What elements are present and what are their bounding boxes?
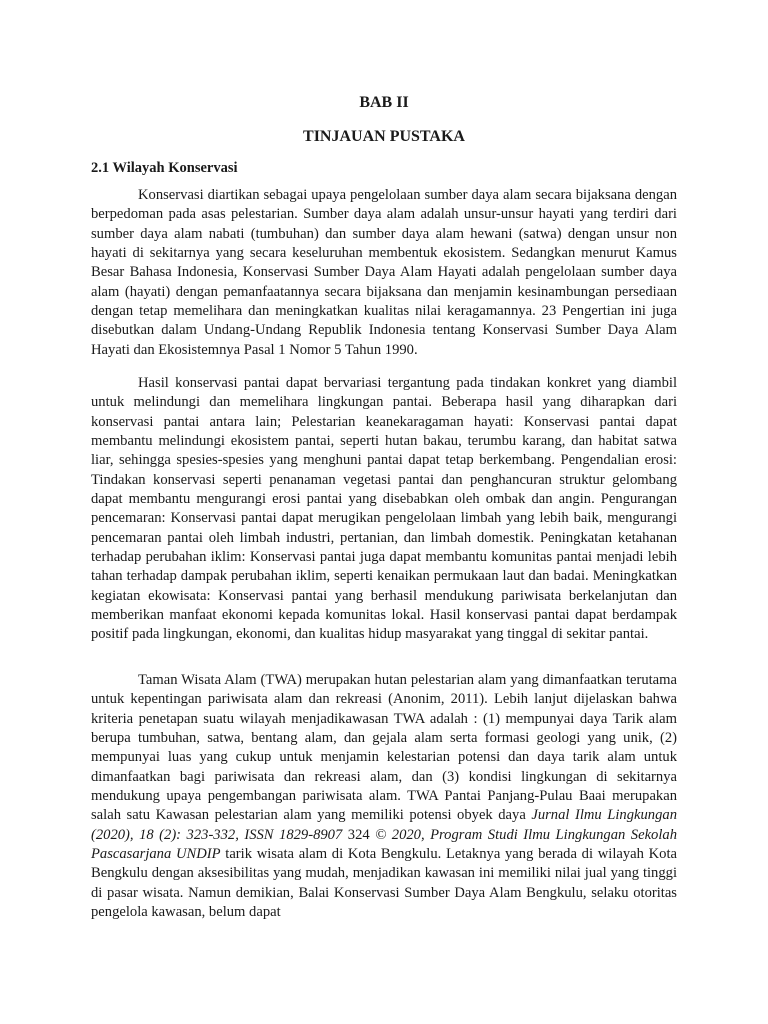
copyright-notice: © 2020, Program Studi Ilmu Lingkungan Sekolah Pascasarjana UNDIP [91,826,677,863]
chapter-number: BAB II [359,94,409,111]
journal-citation: Jurnal Ilmu Lingkungan (2020), 18 (2): 323-332, ISSN 1829-8907 [91,807,677,843]
paragraph-text: Taman Wisata Alam (TWA) merupakan hutan pelestarian alam yang dimanfaatkan terutama untuk kepentingan pariwisata alam dan rekreasi (Anonim, 2011). Lebih lanjut dijelaskan bahwa kriteria penetapan suatu wilayah menjadikawasan TWA adalah : (1) mempunyai daya Tarik alam berupa tumbuhan, satwa, bentang alam, dan gejala alam serta formasi geologi yang unik, (2) mempunyai luas yang cukup untuk menjamin kelestarian potensi dan daya tarik alam untuk dimanfaatkan bagi pariwisata dan rekreasi alam, dan (3) kondisi lingkungan di sekitarnya mendukung upaya pengembangan pariwisata alam. TWA Pantai Panjang-Pulau Baai merupakan salah satu Kawasan pelestarian alam yang memiliki potensi obyek daya [91,672,677,824]
section-heading: 2.1 Wilayah Konservasi [91,160,238,176]
paragraph-text-continued: tarik wisata alam di Kota Bengkulu. Letaknya yang berada di wilayah Kota Bengkulu dengan aksesibilitas yang mudah, menjadikan kawasan ini memiliki nilai jual yang tinggi di pasar wisata. Namun demikian, Balai Konservasi Sumber Daya Alam Bengkulu, selaku otoritas pengelola kawasan, belum dapat [91,846,677,921]
chapter-title: TINJAUAN PUSTAKA [303,128,465,145]
paragraph-konservasi-definition: Konservasi diartikan sebagai upaya pengelolaan sumber daya alam secara bijaksana dengan berpedoman pada asas pelestarian. Sumber daya alam adalah unsur-unsur hayati yang terdiri dari sumber daya alam nabati (tumbuhan) dan sumber daya alam hewani (satwa) dengan unsur non hayati di sekitarnya yang secara keseluruhan membentuk ekosistem. Sedangkan menurut Kamus Besar Bahasa Indonesia, Konservasi Sumber Daya Alam Hayati adalah pengelolaan sumber daya alam (hayati) dengan pemanfaatannya secara bijaksana dan menjamin kesinambungan persediaan dengan tetap memelihara dan meningkatkan kualitas nilai keragamannya. 23 Pengertian ini juga disebutkan dalam Undang-Undang Republik Indonesia tentang Konservasi Sumber Daya Alam Hayati dan Ekosistemnya Pasal 1 Nomor 5 Tahun 1990. [91,187,677,358]
paragraph-taman-wisata-alam [91,671,677,922]
page-number-inline: 324 [342,826,376,843]
paragraph-hasil-konservasi-pantai: Hasil konservasi pantai dapat bervariasi tergantung pada tindakan konkret yang diambil untuk melindungi dan memelihara lingkungan pantai. Beberapa hasil yang diharapkan dari konservasi pantai antara lain; Pelestarian keanekaragaman hayati: Konservasi pantai dapat membantu melindungi ekosistem pantai, seperti hutan bakau, terumbu karang, dan habitat satwa liar, sehingga spesies-spesies yang menghuni pantai dapat tetap berkembang. Pengendalian erosi: Tindakan konservasi seperti penanaman vegetasi pantai dan penghancuran struktur gelombang dapat membantu mengurangi erosi pantai yang disebabkan oleh ombak dan angin. Pengurangan pencemaran: Konservasi pantai dapat merugikan pengelolaan limbah yang lebih baik, mengurangi pencemaran pantai oleh limbah industri, pertanian, dan limbah domestik. Peningkatan ketahanan terhadap perubahan iklim: Konservasi pantai juga dapat membantu komunitas pantai menjadi lebih tahan terhadap dampak perubahan iklim, seperti kenaikan permukaan laut dan badai. Meningkatkan kegiatan ekowisata: Konservasi pantai yang berhasil mendukung pariwisata berkelanjutan dan memberikan manfaat ekonomi kepada komunitas lokal. Hasil konservasi pantai dapat berdampak positif pada lingkungan, ekonomi, dan kualitas hidup masyarakat yang tinggal di sekitar pantai. [91,375,677,643]
